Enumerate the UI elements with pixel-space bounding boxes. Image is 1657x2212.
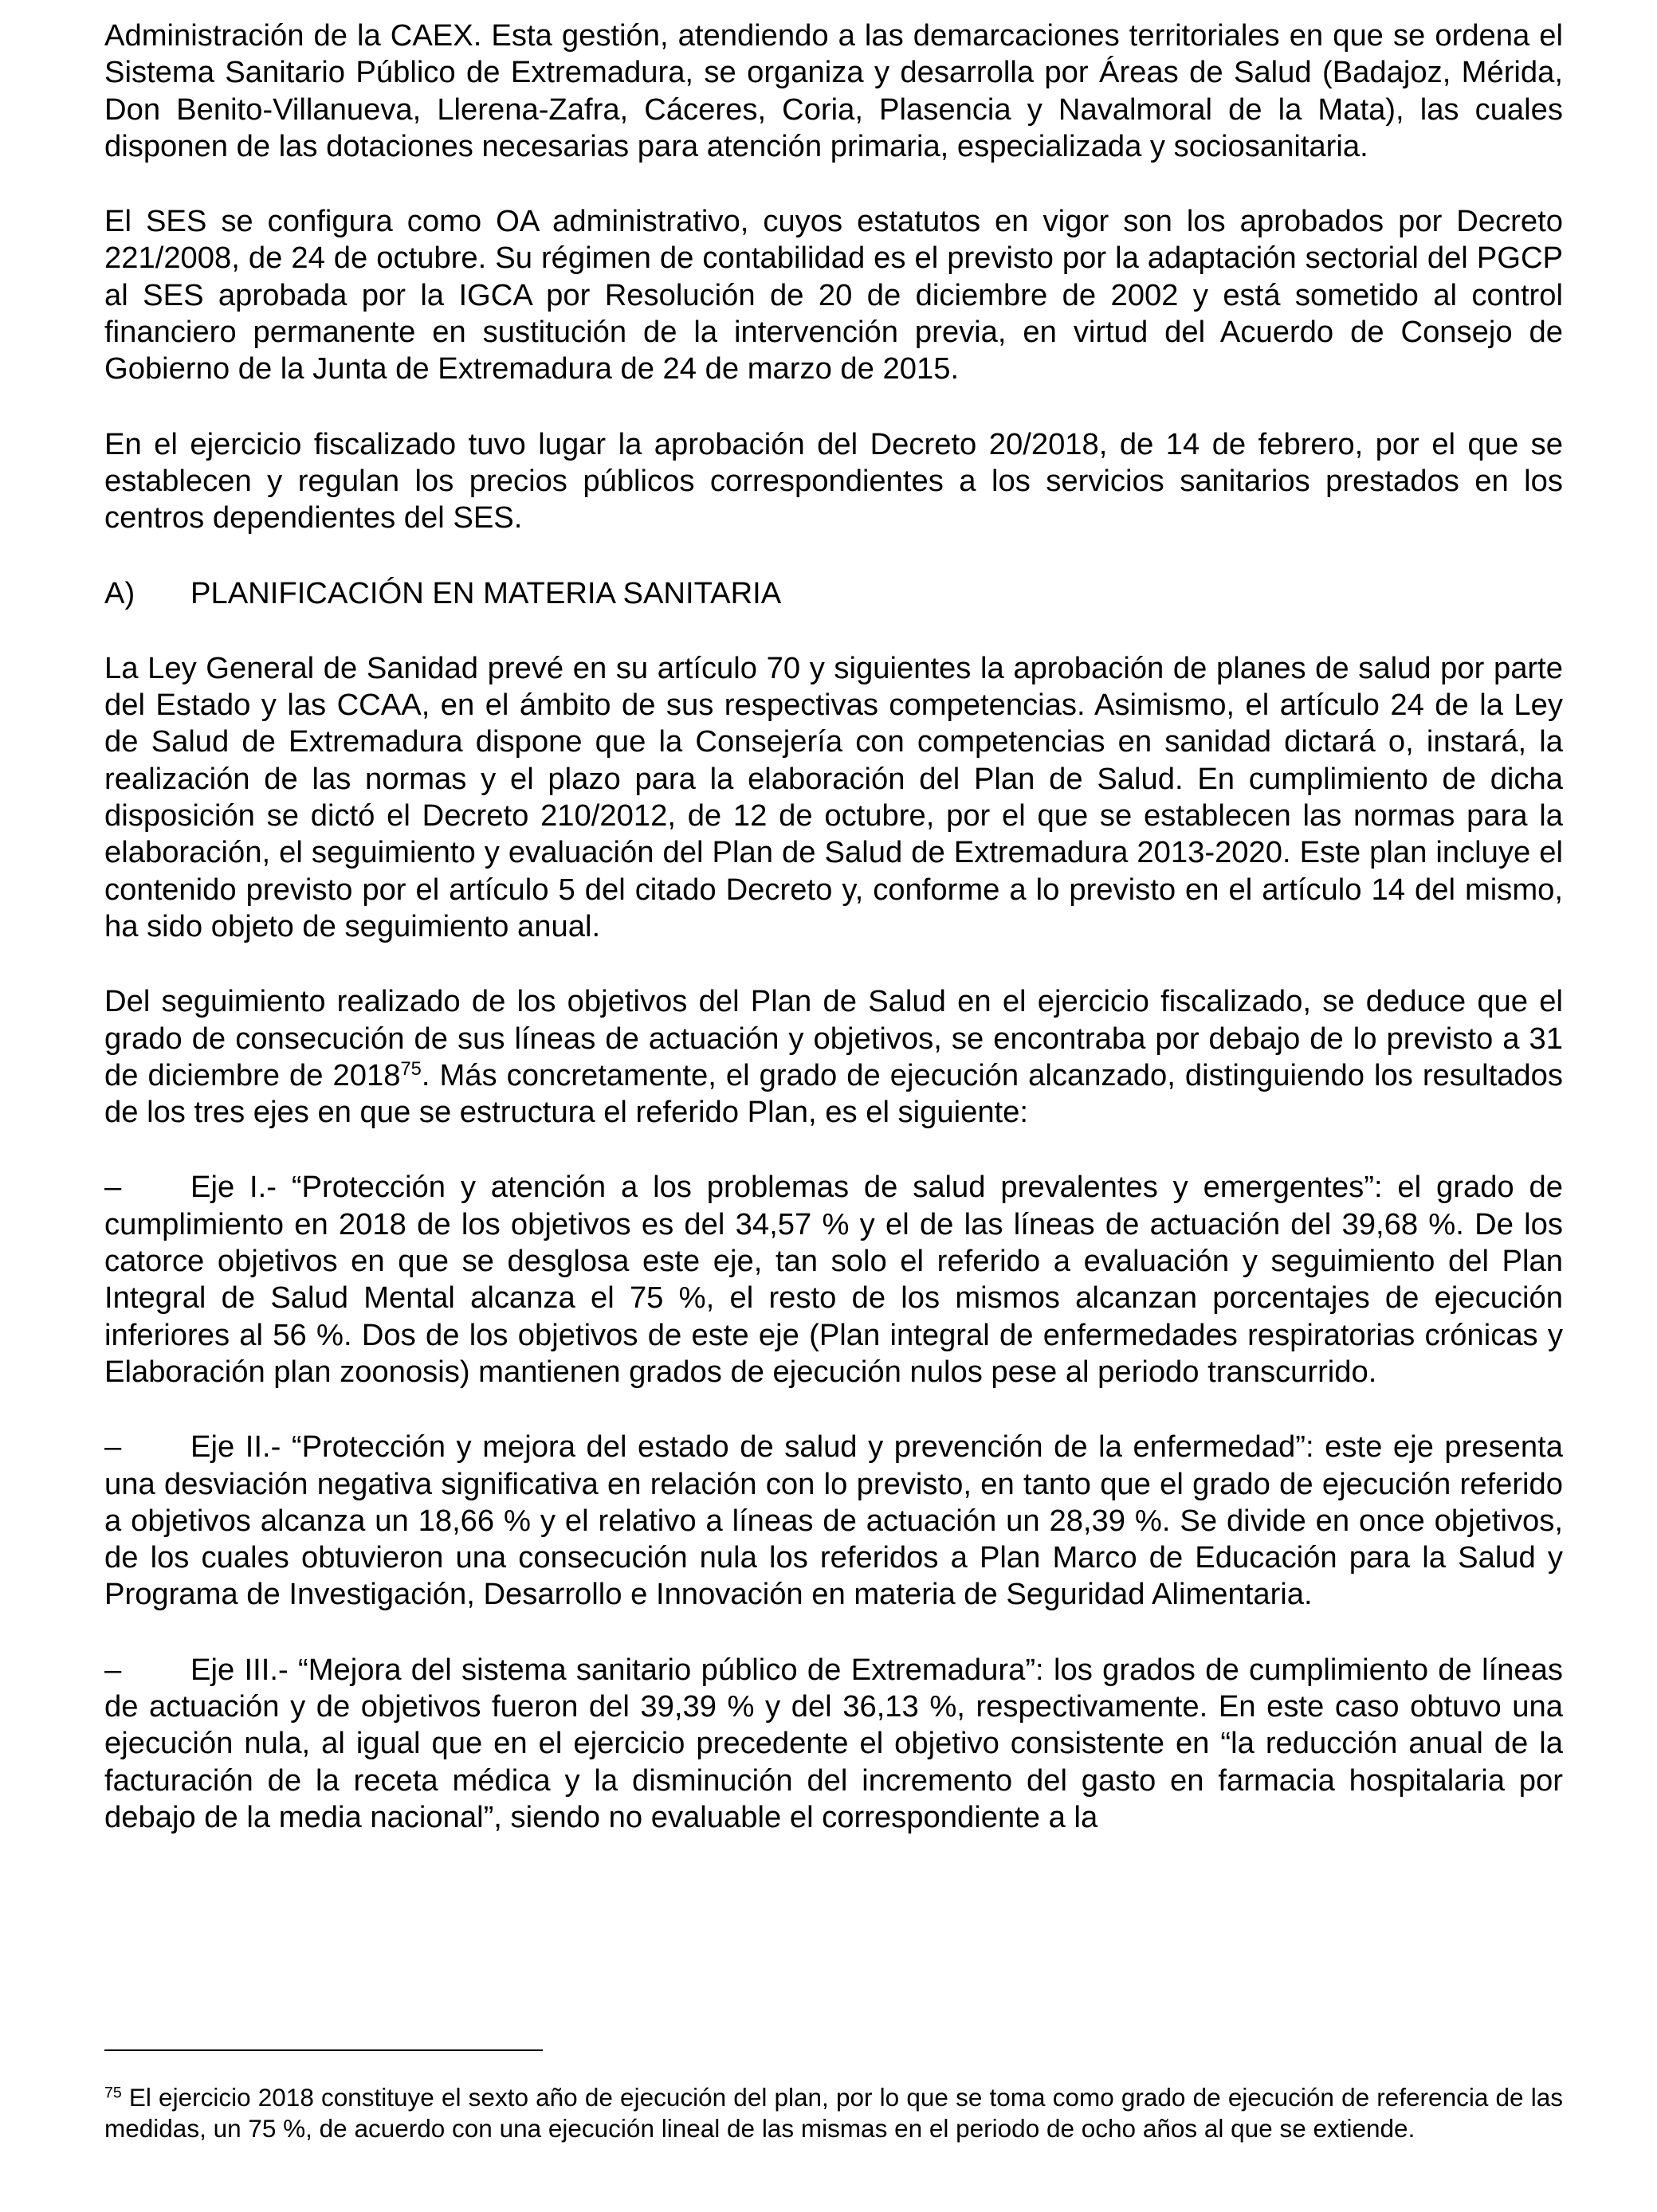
- bullet-dash: –: [104, 1170, 122, 1205]
- bullet-eje-3: [104, 1652, 1563, 1836]
- bullet-dash: –: [104, 1430, 122, 1465]
- bullet-eje-3-text: Eje III.- “Mejora del sistema sanitario público de Extremadura”: los grados de cumplimiento de líneas de actuación y de objetivos fueron del 39,39 % y del 36,13 %, respectivamente. En este caso obtuvo una ejecución nula, al igual que en el ejercicio precedente el objetivo consistente en “la reducción anual de la facturación de la receta médica y la disminución del incremento del gasto en farmacia hospitalaria por debajo de la media nacional”, siendo no evaluable el correspondiente a la: [104, 1652, 1563, 1834]
- paragraph-decreto-precios: En el ejercicio fiscalizado tuvo lugar la aprobación del Decreto 20/2018, de 14 de febrero, por el que se establecen y regulan los precios públicos correspondientes a los servicios sanitarios prestados en los centros dependientes del SES.: [104, 426, 1563, 535]
- footnote-number: 75: [104, 2083, 122, 2101]
- bullet-dash: –: [104, 1652, 122, 1687]
- paragraph-seguimiento-text-end: . Más concretamente, el grado de ejecución alcanzado, distinguiendo los resultados de los tres ejes en que se estructura el referido Plan, es el siguiente:: [104, 1057, 1564, 1130]
- section-title: PLANIFICACIÓN EN MATERIA SANITARIA: [190, 575, 782, 610]
- paragraph-seguimiento: [104, 983, 1563, 1131]
- paragraph-ley-sanidad: La Ley General de Sanidad prevé en su artículo 70 y siguientes la aprobación de planes de salud por parte del Estado y las CCAA, en el ámbito de sus respectivas competencias. Asimismo, el artículo 24 de la Ley de Salud de Extremadura dispone que la Consejería con competencias en sanidad dictará o, instará, la realización de las normas y el plazo para la elaboración del Plan de Salud. En cumplimiento de dicha disposición se dictó el Decreto 210/2012, de 12 de octubre, por el que se establecen las normas para la elaboración, el seguimiento y evaluación del Plan de Salud de Extremadura 2013-2020. Este plan incluye el contenido previsto por el artículo 5 del citado Decreto y, conforme a lo previsto en el artículo 14 del mismo, ha sido objeto de seguimiento anual.: [104, 650, 1563, 943]
- footnote-reference[interactable]: 75: [400, 1058, 422, 1080]
- bullet-eje-1: [104, 1169, 1563, 1390]
- paragraph-seguimiento-text: Del seguimiento realizado de los objetivos del Plan de Salud en el ejercicio fiscalizado, se deduce que el grado de consecución de sus líneas de actuación y objetivos, se encontraba por debajo de lo previsto a 31 de diciembre de 2018: [104, 984, 1563, 1092]
- bullet-eje-1-text: Eje I.- “Protección y atención a los problemas de salud prevalentes y emergentes”: el grado de cumplimiento en 2018 de los objetivos es del 34,57 % y el de las líneas de actuación del 39,68 %. De los catorce objetivos en que se desglosa este eje, tan solo el referido a evaluación y seguimiento del Plan Integral de Salud Mental alcanza el 75 %, el resto de los mismos alcanzan porcentajes de ejecución inferiores al 56 %. Dos de los objetivos de este eje (Plan integral de enfermedades respiratorias crónicas y Elaboración plan zoonosis) mantienen grados de ejecución nulos pese al periodo transcurrido.: [104, 1170, 1563, 1389]
- section-heading: [104, 575, 1563, 612]
- paragraph-ses-oa: El SES se configura como OA administrativo, cuyos estatutos en vigor son los aprobados por Decreto 221/2008, de 24 de octubre. Su régimen de contabilidad es el previsto por la adaptación sectorial del PGCP al SES aprobada por la IGCA por Resolución de 20 de diciembre de 2002 y está sometido al control financiero permanente en sustitución de la intervención previa, en virtud del Acuerdo de Consejo de Gobierno de la Junta de Extremadura de 24 de marzo de 2015.: [104, 204, 1563, 386]
- footnote-text: El ejercicio 2018 constituye el sexto año de ejecución del plan, por lo que se toma como grado de ejecución de referencia de las medidas, un 75 %, de acuerdo con una ejecución lineal de las mismas en el periodo de ocho años al que se extiende.: [104, 2082, 1563, 2143]
- document-body: [104, 18, 1563, 1874]
- bullet-eje-2-text: Eje II.- “Protección y mejora del estado de salud y prevención de la enfermedad”: este eje presenta una desviación negativa significativa en relación con lo previsto, en tanto que el grado de ejecución referido a objetivos alcanza un 18,66 % y el relativo a líneas de actuación un 28,39 %. Se divide en once objetivos, de los cuales obtuvieron una consecución nula los referidos a Plan Marco de Educación para la Salud y Programa de Investigación, Desarrollo e Innovación en materia de Seguridad Alimentaria.: [104, 1430, 1563, 1612]
- footnote-divider: [104, 2049, 543, 2051]
- paragraph-caex-areas: Administración de la CAEX. Esta gestión, atendiendo a las demarcaciones territoriales en que se ordena el Sistema Sanitario Público de Extremadura, se organiza y desarrolla por Áreas de Salud (Badajoz, Mérida, Don Benito-Villanueva, Llerena-Zafra, Cáceres, Coria, Plasencia y Navalmoral de la Mata), las cuales disponen de las dotaciones necesarias para atención primaria, especializada y sociosanitaria.: [104, 18, 1563, 163]
- bullet-eje-2: [104, 1429, 1563, 1613]
- footnote: [104, 2082, 1563, 2145]
- section-letter: A): [104, 575, 135, 610]
